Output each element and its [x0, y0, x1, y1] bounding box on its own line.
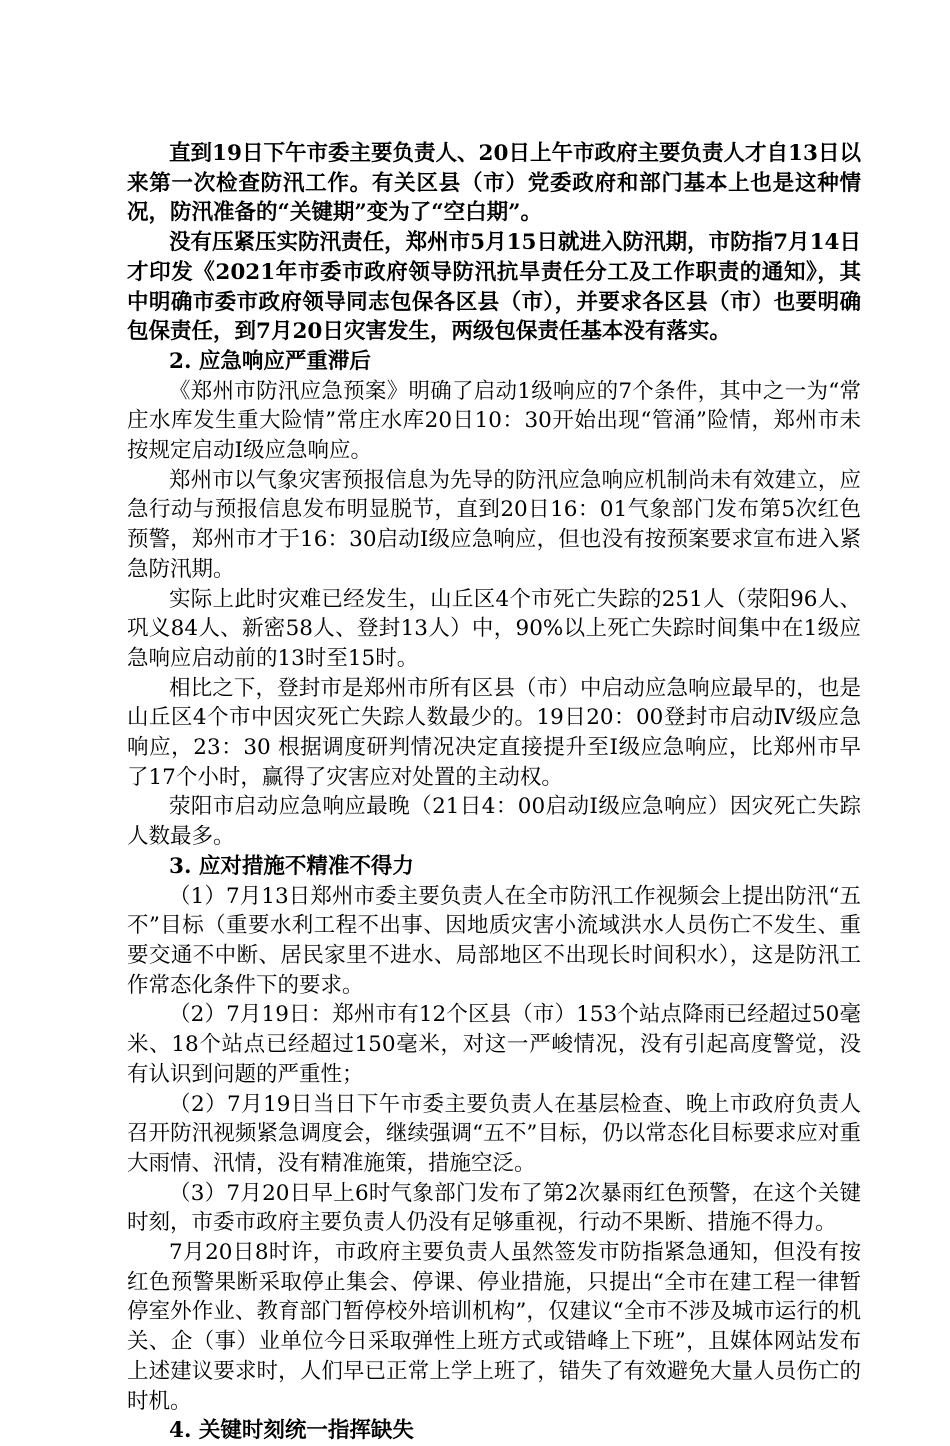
paragraph-emergency-notice: 7月20日8时许，市政府主要负责人虽然签发市防指紧急通知，但没有按红色预警果断采取停止集会、停课、停业措施，只提出“全市在建工程一律暂停室外作业、教育部门暂停校外培训机构”，仅建议“全市不涉及城市运行的机关、企（事）业单位今日采取弹性上班方式或错峰上下班”，且媒体网站发布上述建议要求时，人们早已正常上学上班了，错失了有效避免大量人员伤亡的时机。 [127, 1240, 861, 1414]
paragraph-measure-3: （3）7月20日早上6时气象部门发布了第2次暴雨红色预警，在这个关键时刻，市委市政府主要负责人仍没有足够重视，行动不果断、措施不得力。 [127, 1180, 861, 1236]
section-heading-3: 3. 应对措施不精准不得力 [169, 853, 414, 879]
paragraph-plan-conditions: 《郑州市防汛应急预案》明确了启动1级响应的7个条件，其中之一为“常庄水库发生重大险情”常庄水库20日10：30开始出现“管涌”险情，郑州市未按规定启动Ⅰ级应急响应。 [127, 378, 861, 464]
paragraph-xingyang: 荥阳市启动应急响应最晚（21日4：00启动Ⅰ级应急响应）因灾死亡失踪人数最多。 [127, 794, 861, 850]
paragraph-casualties: 实际上此时灾难已经发生，山丘区4个市死亡失踪的251人（荥阳96人、巩义84人、新密58人、登封13人）中，90%以上死亡失踪时间集中在1级应急响应启动前的13时至15时。 [127, 586, 861, 671]
paragraph-measure-1: （1）7月13日郑州市委主要负责人在全市防汛工作视频会上提出防汛“五不”目标（重要水利工程不出事、因地质灾害小流域洪水人员伤亡不发生、重要交通不中断、居民家里不进水、局部地区不出现长时间积水），这是防汛工作常态化条件下的要求。 [127, 883, 861, 998]
section-heading-2: 2. 应急响应严重滞后 [169, 348, 371, 374]
paragraph-dengfeng: 相比之下，登封市是郑州市所有区县（市）中启动应急响应最早的，也是山丘区4个市中因灾死亡失踪人数最少的。19日20：00登封市启动Ⅳ级应急响应，23：30 根据调度研判情况决定直接提升至Ⅰ级应急响应，比郑州市早了17个小时，赢得了灾害应对处置的主动权。 [127, 675, 861, 790]
paragraph-measure-2a: （2）7月19日：郑州市有12个区县（市）153个站点降雨已经超过50毫米、18个站点已经超过150毫米，对这一严峻情况，没有引起高度警觉，没有认识到问题的严重性； [127, 1002, 861, 1087]
document-body [127, 139, 861, 1446]
paragraph-inspection-delay: 直到19日下午市委主要负责人、20日上午市政府主要负责人才自13日以来第一次检查防汛工作。有关区县（市）党委政府和部门基本上也是这种情况，防汛准备的“关键期”变为了“空白期”。 [127, 141, 861, 226]
paragraph-measure-2b: （2）7月19日当日下午市委主要负责人在基层检查、晚上市政府负责人召开防汛视频紧急调度会，继续强调“五不”目标，仍以常态化目标要求应对重大雨情、汛情，没有精准施策，措施空泛。 [127, 1091, 861, 1176]
paragraph-response-mechanism: 郑州市以气象灾害预报信息为先导的防汛应急响应机制尚未有效建立，应急行动与预报信息发布明显脱节，直到20日16：01气象部门发布第5次红色预警，郑州市才于16：30启动Ⅰ级应急响应，但也没有按预案要求宣布进入紧急防汛期。 [127, 467, 861, 582]
section-heading-4: 4. 关键时刻统一指挥缺失 [169, 1418, 414, 1444]
paragraph-responsibility: 没有压紧压实防汛责任，郑州市5月15日就进入防汛期，市防指7月14日才印发《2021年市委市政府领导防汛抗旱责任分工及工作职责的通知》，其中明确市委市政府领导同志包保各区县（市），并要求各区县（市）也要明确包保责任，到7月20日灾害发生，两级包保责任基本没有落实。 [127, 230, 861, 345]
